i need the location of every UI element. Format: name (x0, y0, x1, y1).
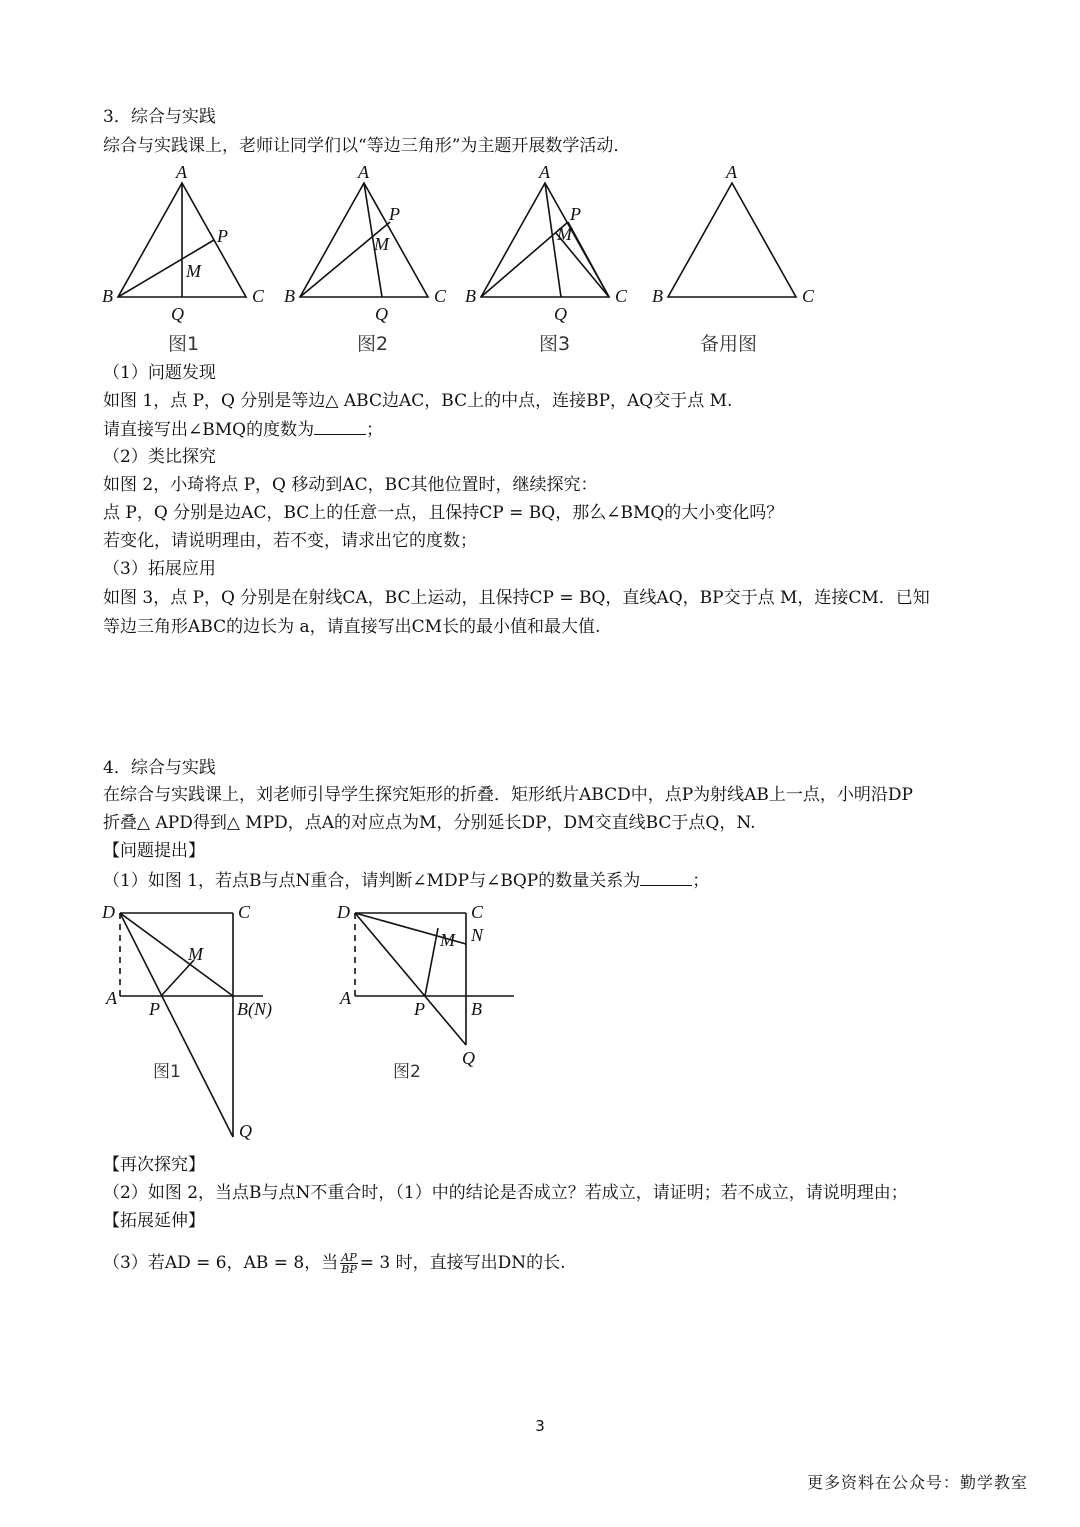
label-p: P (389, 204, 400, 224)
q3-part2-line3: 若变化，请说明理由，若不变，请求出它的度数； (103, 531, 477, 551)
q3-intro: 综合与实践课上，老师让同学们以“等边三角形”为主题开展数学活动． (103, 136, 631, 156)
fig-caption-3: 图3 (539, 333, 571, 355)
label-d: D (102, 902, 115, 922)
q4-title: 4．综合与实践 (103, 758, 216, 778)
label-c: C (471, 902, 484, 922)
label-m: M (374, 234, 389, 254)
label-q: Q (171, 304, 184, 324)
fig-caption-1: 图1 (153, 1062, 181, 1082)
q3-part3-heading: （3）拓展应用 (103, 559, 216, 579)
label-m: M (186, 261, 201, 281)
label-n: N (471, 925, 484, 945)
q4-heading-explore: 【再次探究】 (103, 1155, 205, 1175)
label-a: A (539, 162, 550, 182)
q3-title: 3．综合与实践 (103, 107, 216, 127)
label-b: B (652, 286, 663, 306)
page-number: 3 (535, 1417, 545, 1435)
label-q: Q (462, 1048, 475, 1068)
q4-heading-extend: 【拓展延伸】 (103, 1211, 205, 1231)
label-b: B (102, 286, 113, 306)
label-bn: B(N) (237, 999, 272, 1019)
fraction-ap-bp: $\frac{AP}{BP}$ (341, 1251, 357, 1276)
label-q: Q (375, 304, 388, 324)
fig-caption-1: 图1 (168, 333, 200, 355)
q3-part3-line2: 等边三角形ABC的边长为 a，请直接写出CM长的最小值和最大值. (103, 617, 601, 637)
q4-intro-line1: 在综合与实践课上，刘老师引导学生探究矩形的折叠．矩形纸片ABCD中，点P为射线AB上一点，小明沿DP (103, 785, 913, 805)
q4-heading-problem: 【问题提出】 (103, 841, 205, 861)
fig-caption-2: 图2 (357, 333, 389, 355)
q3-part3-line1: 如图 3，点 P，Q 分别是在射线CA，BC上运动，且保持CP = BQ，直线AQ，BP交于点 M，连接CM．已知 (103, 588, 930, 608)
q4-part2: （2）如图 2，当点B与点N不重合时，（1）中的结论是否成立？若成立，请证明；若不成立，请说明理由； (103, 1183, 908, 1203)
label-a: A (106, 988, 117, 1008)
label-b: B (465, 286, 476, 306)
label-m: M (188, 944, 203, 964)
q3-part1-line2: 请直接写出∠BMQ的度数为 ； (103, 420, 384, 440)
label-c: C (238, 902, 251, 922)
label-c: C (615, 286, 628, 306)
q4-part3: （3）若AD = 6，AB = 8，当 $\frac{AP}{BP}$ = 3 时，直接写出DN的长. (103, 1251, 566, 1276)
q3-part1-heading: （1）问题发现 (103, 363, 216, 383)
q4-part1: （1）如图 1，若点B与点N重合，请判断∠MDP与∠BQP的数量关系为 ； (103, 871, 710, 891)
q3-part2-line2: 点 P，Q 分别是边AC，BC上的任意一点，且保持CP = BQ，那么∠BMQ的大小变化吗？ (103, 503, 784, 523)
label-c: C (802, 286, 815, 306)
q3-part2-line1: 如图 2，小琦将点 P，Q 移动到AC，BC其他位置时，继续探究： (103, 475, 598, 495)
label-p: P (217, 226, 228, 246)
label-a: A (726, 162, 737, 182)
q4-intro-line2: 折叠△ APD得到△ MPD，点A的对应点为M，分别延长DP，DM交直线BC于点Q，N. (103, 813, 756, 833)
label-a: A (358, 162, 369, 182)
fig-caption-spare: 备用图 (700, 333, 758, 355)
label-q: Q (239, 1121, 252, 1141)
label-m: M (557, 224, 572, 244)
label-q: Q (554, 304, 567, 324)
label-p: P (570, 204, 581, 224)
label-c: C (252, 286, 265, 306)
q3-part2-heading: （2）类比探究 (103, 447, 216, 467)
label-m: M (440, 930, 455, 950)
label-a: A (340, 988, 351, 1008)
q3-part1-line1: 如图 1，点 P，Q 分别是等边△ ABC边AC，BC上的中点，连接BP，AQ交于点 M. (103, 391, 733, 411)
label-a: A (176, 162, 187, 182)
label-b: B (284, 286, 295, 306)
label-b: B (471, 999, 482, 1019)
label-d: D (337, 902, 350, 922)
footer-note: 更多资料在公众号：勤学教室 (806, 1473, 1028, 1492)
label-p: P (149, 999, 160, 1019)
label-p: P (414, 999, 425, 1019)
fig-caption-2: 图2 (393, 1062, 421, 1082)
label-c: C (434, 286, 447, 306)
